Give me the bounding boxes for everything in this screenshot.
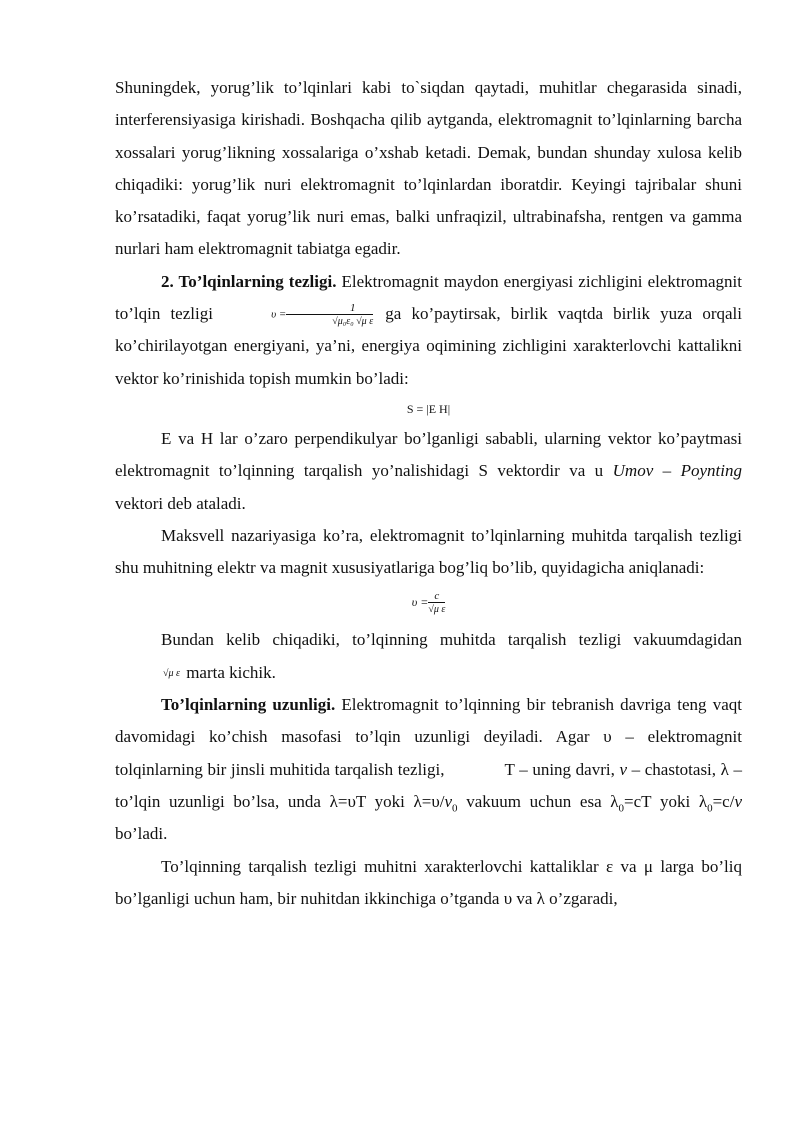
paragraph-consequence: Bundan kelib chiqadiki, to’lqinning muhitda tarqalish tezligi vakuumdagidan √μ ε marta kichik. [115, 624, 742, 689]
formula-speed-inline: υ = $\frac{1}{\text{√μ₀ε₀ √μ ε}}$ [271, 302, 374, 328]
formula-medium-speed: υ = $\frac{c}{\text{√μ ε}}$ [411, 590, 446, 616]
formula-poynting: S = |E H| [406, 401, 451, 416]
section-heading-speed: 2. To’lqinlarning tezligi. [161, 271, 337, 291]
paragraph-wavelength: To’lqinlarning uzunligi. Elektromagnit to’lqinning bir tebranish davriga teng vaqt davomidagi ko’chish masofasi to’lqin uzunligi deyiladi. Agar υ – elektromagnit tolqinlarning bir jinsli muhitida tarqalish tezligi, T – uning davri, ν – chastotasi, λ – to’lqin uzunligi bo’lsa, unda λ=υT yoki $\lambda=\upsilon/\nu_0$ vakuum uchun esa $\lambda_0=cT$ yoki $\lambda_0=c/\nu$ bo’ladi. [115, 695, 743, 844]
poynting-term: Umov – Poynting [612, 461, 743, 481]
paragraph-intro: Shuningdek, yorug’lik to’lqinlari kabi to`siqdan qaytadi, muhitlar chegarasida sinadi, interferensiyasiga kirishadi. Boshqacha qilib aytganda, elektromagnit to’lqinlarning barcha xossalari yorug’likning xossalariga o’xshab ketadi. Demak, bundan shunday xulosa kelib chiqadiki: yorug’lik nuri elektromagnit to’lqinlardan iboratdir. Keyingi tajribalar shuni ko’rsatadiki, faqat yorug’lik nuri emas, balki unfraqizil, ultrabinafsha, rentgen va gamma nurlari ham elektromagnit tabiatga egadir. [115, 78, 742, 259]
document-page [115, 72, 742, 915]
paragraph-medium-dependence: To’lqinning tarqalish tezligi muhitni xarakterlovchi kattaliklar ε va μ larga bo’liq bo’lganligi uchun ham, bir nuhitdan ikkinchiga o’tganda υ va λ o’zgaradi, [115, 856, 742, 908]
section-heading-wavelength: To’lqinlarning uzunligi. [161, 695, 336, 715]
paragraph-wave-speed: 2. To’lqinlarning tezligi. Elektromagnit maydon energiyasi zichligini elektromagnit to’lqin tezligi υ = $\frac{1}{\text{√μ₀ε₀ √μ ε}}$ ga ko’paytirsak, birlik vaqtda birlik yuza orqali ko’chirilayotgan energiyani, ya’ni, energiya oqimining zichligini xarakterlovchi kattalikni vektor ko’rinishida topish mumkin bo’ladi: [115, 271, 742, 388]
paragraph-maxwell: Maksvell nazariyasiga ko’ra, elektromagnit to’lqinlarning muhitda tarqalish tezligi shu muhitning elektr va magnit xususiyatlariga bog’liq bo’lib, quyidagicha aniqlanadi: [115, 525, 742, 578]
paragraph-poynting: E va H lar o’zaro perpendikulyar bo’lganligi sababli, ularning vektor ko’paytmasi elektromagnit to’lqinning tarqalish yo’nalishidagi S vektordir va u Umov – Poynting vektori deb ataladi. [115, 428, 743, 513]
formula-sqrt-inline: √μ ε [163, 667, 180, 679]
